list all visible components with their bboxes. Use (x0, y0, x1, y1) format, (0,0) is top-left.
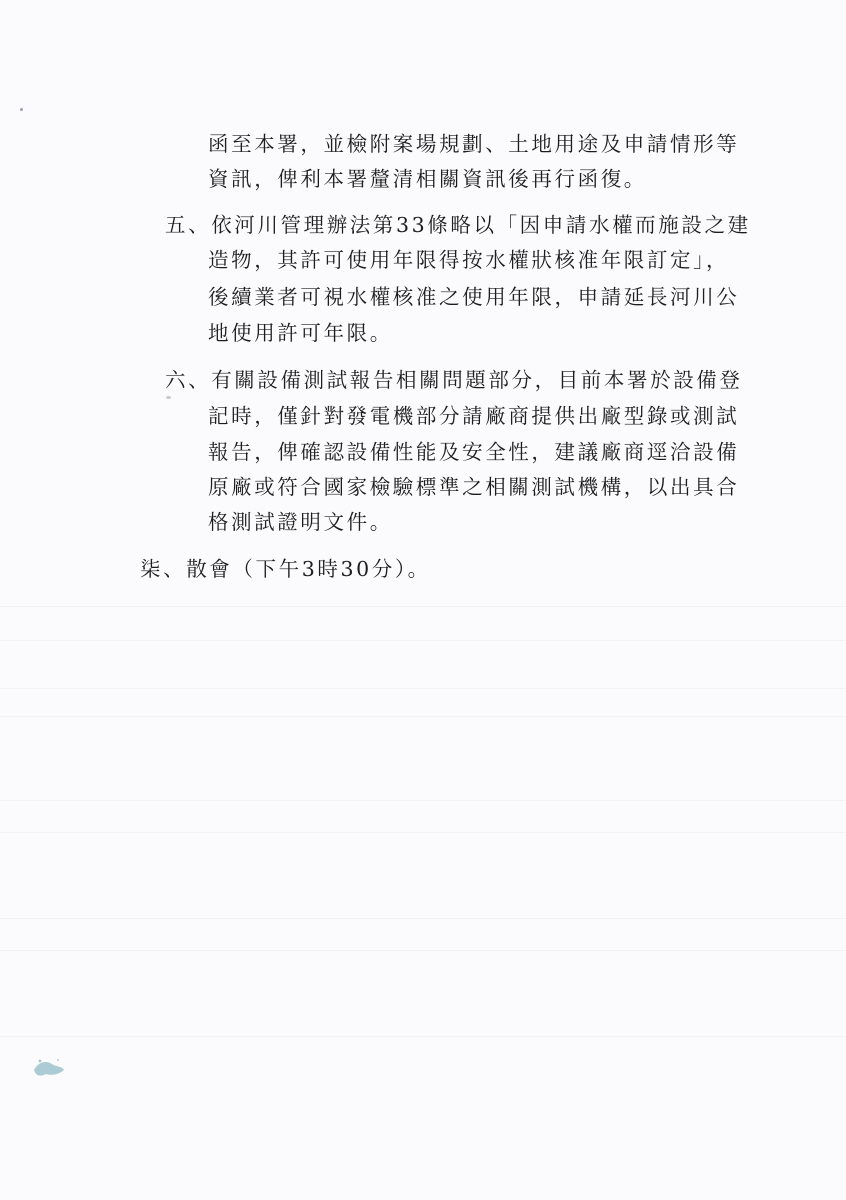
text-line: 記時，僅針對發電機部分請廠商提供出廠型錄或測試 (208, 404, 740, 428)
text-line: 資訊，俾利本署釐清相關資訊後再行函復。 (208, 167, 647, 191)
show-through-line (0, 606, 846, 607)
text-line: 函至本署，並檢附案場規劃、土地用途及申請情形等 (208, 132, 740, 156)
scan-speck (20, 108, 23, 111)
text-line: 六、有關設備測試報告相關問題部分，目前本署於設備登 (165, 368, 743, 392)
show-through-line (0, 800, 846, 801)
text-line: 報告，俾確認設備性能及安全性，建議廠商逕洽設備 (208, 440, 740, 464)
show-through-line (0, 640, 846, 641)
show-through-line (0, 950, 846, 951)
text-line: 格測試證明文件。 (208, 510, 393, 534)
show-through-line (0, 832, 846, 833)
show-through-line (0, 1036, 846, 1037)
text-line: 柒、散會（下午3時30分）。 (140, 557, 431, 581)
text-line: 原廠或符合國家檢驗標準之相關測試機構，以出具合 (208, 475, 740, 499)
text-line: 後續業者可視水權核准之使用年限，申請延長河川公 (208, 285, 740, 309)
show-through-line (0, 918, 846, 919)
show-through-line (0, 716, 846, 717)
scan-speck (166, 396, 171, 399)
text-line: 地使用許可年限。 (208, 321, 393, 345)
show-through-line (0, 688, 846, 689)
text-line: 造物，其許可使用年限得按水權狀核准年限訂定」， (208, 248, 730, 272)
ink-stain-icon (28, 1052, 68, 1082)
text-line: 五、依河川管理辦法第33條略以「因申請水權而施設之建 (165, 213, 751, 237)
